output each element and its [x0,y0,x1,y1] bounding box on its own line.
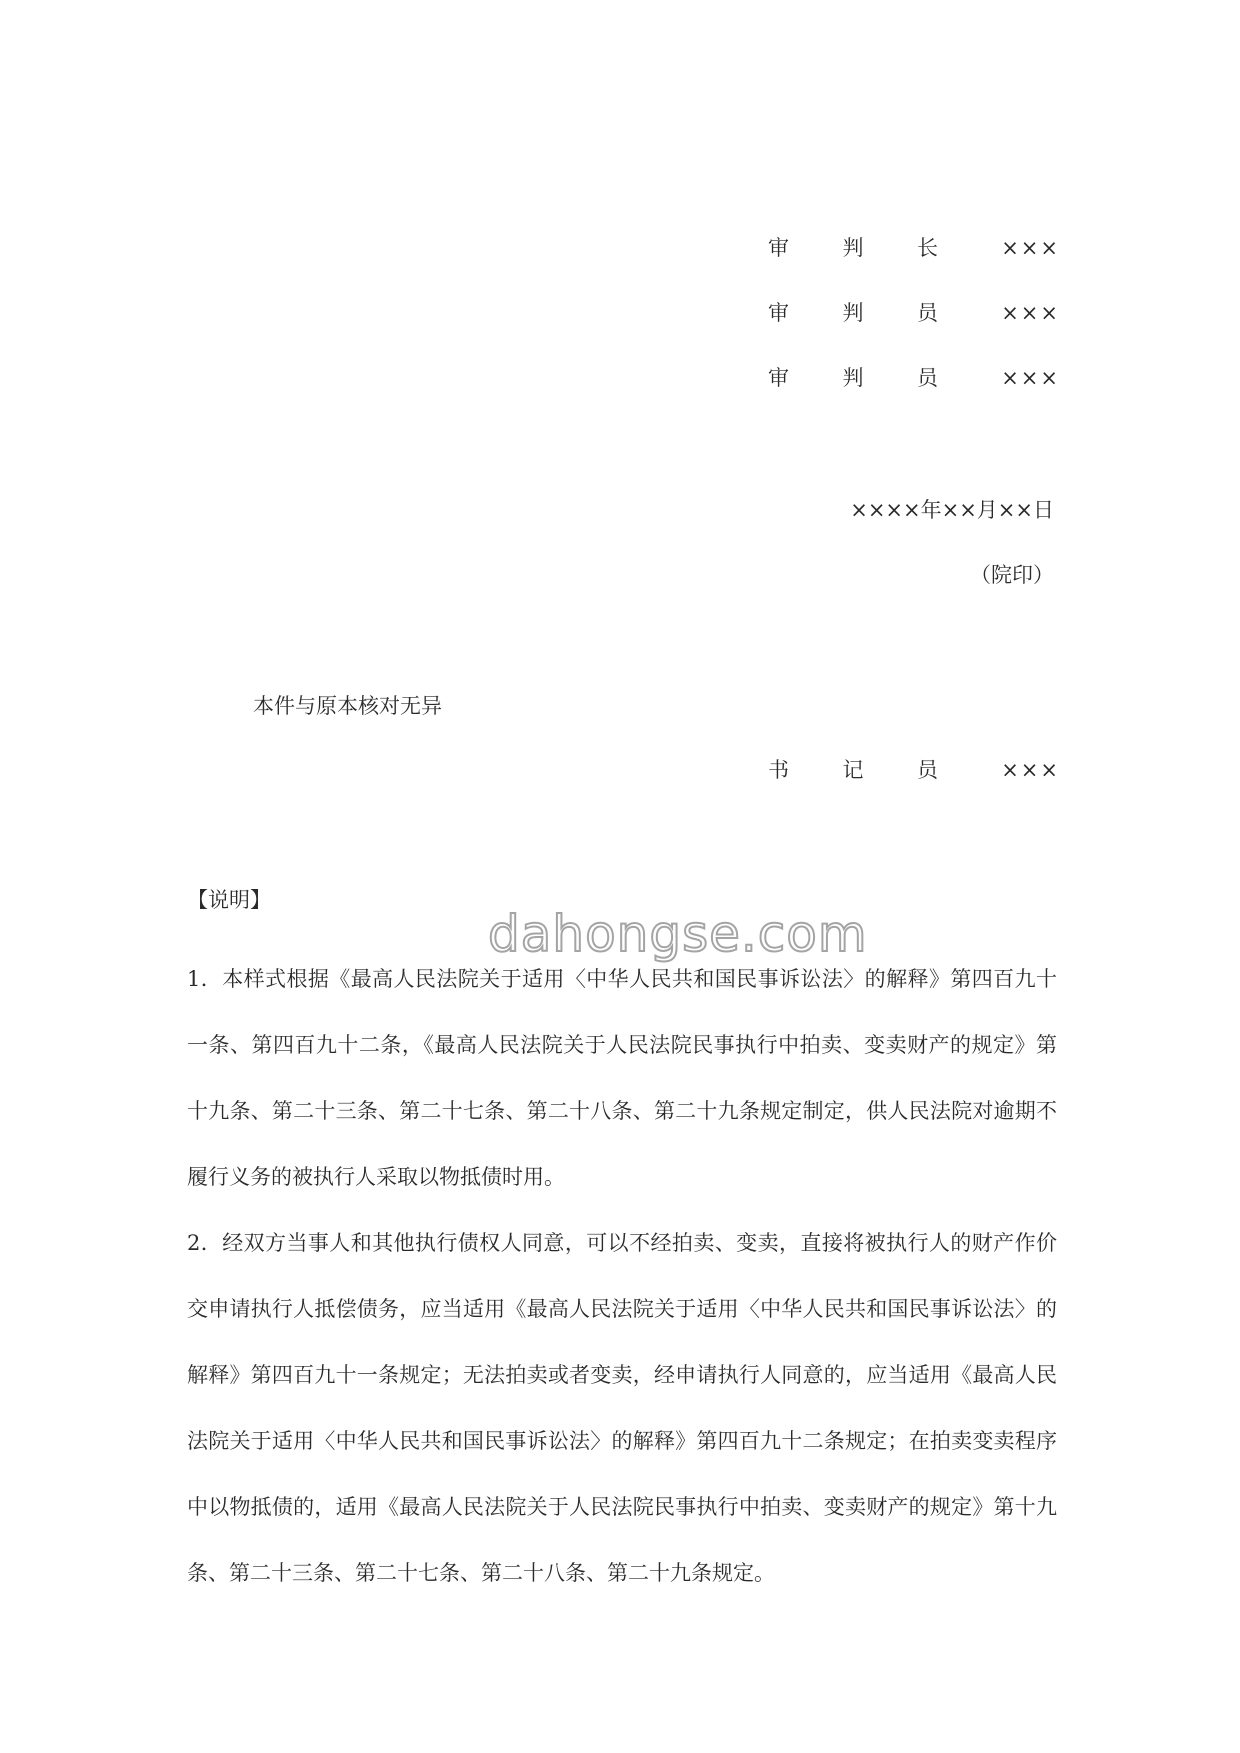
note-item-2: 2．经双方当事人和其他执行债权人同意，可以不经拍卖、变卖，直接将被执行人的财产作价交申请执行人抵偿债务，应当适用《最高人民法院关于适用〈中华人民共和国民事诉讼法〉的解释》第四百九十一条规定；无法拍卖或者变卖，经申请执行人同意的，应当适用《最高人民法院关于适用〈中华人民共和国民事诉讼法〉的解释》第四百九十二条规定；在拍卖变卖程序中以物抵债的，适用《最高人民法院关于人民法院民事执行中拍卖、变卖财产的规定》第十九条、第二十三条、第二十七条、第二十八条、第二十九条规定。 [187,1231,1057,1585]
signature-row-clerk [768,750,1060,790]
verification-statement: 本件与原本核对无异 [253,694,442,718]
note-item-1: 1．本样式根据《最高人民法院关于适用〈中华人民共和国民事诉讼法〉的解释》第四百九十一条、第四百九十二条，《最高人民法院关于人民法院民事执行中拍卖、变卖财产的规定》第十九条、第二十三条、第二十七条、第二十八条、第二十九条规定制定，供人民法院对逾期不履行义务的被执行人采取以物抵债时用。 [187,967,1057,1189]
signature-name: ××× [1001,236,1060,260]
signature-name: ××× [1001,301,1060,325]
court-seal-note: （院印） [970,563,1054,587]
notes-heading: 【说明】 [187,888,271,912]
document-date: ××××年××月××日 [850,498,1054,522]
signature-name: ××× [1001,758,1060,782]
signature-row-chief-judge [768,228,1060,268]
watermark: dahongse.com [488,905,868,963]
signature-name: ××× [1001,366,1060,390]
signature-role: 审 判 长 [768,236,938,260]
signature-row-judge-1 [768,293,1060,333]
signature-role: 审 判 员 [768,301,938,325]
notes-section [187,880,1057,1606]
signature-role: 审 判 员 [768,366,938,390]
signature-row-judge-2 [768,358,1060,398]
signature-role: 书 记 员 [768,758,938,782]
